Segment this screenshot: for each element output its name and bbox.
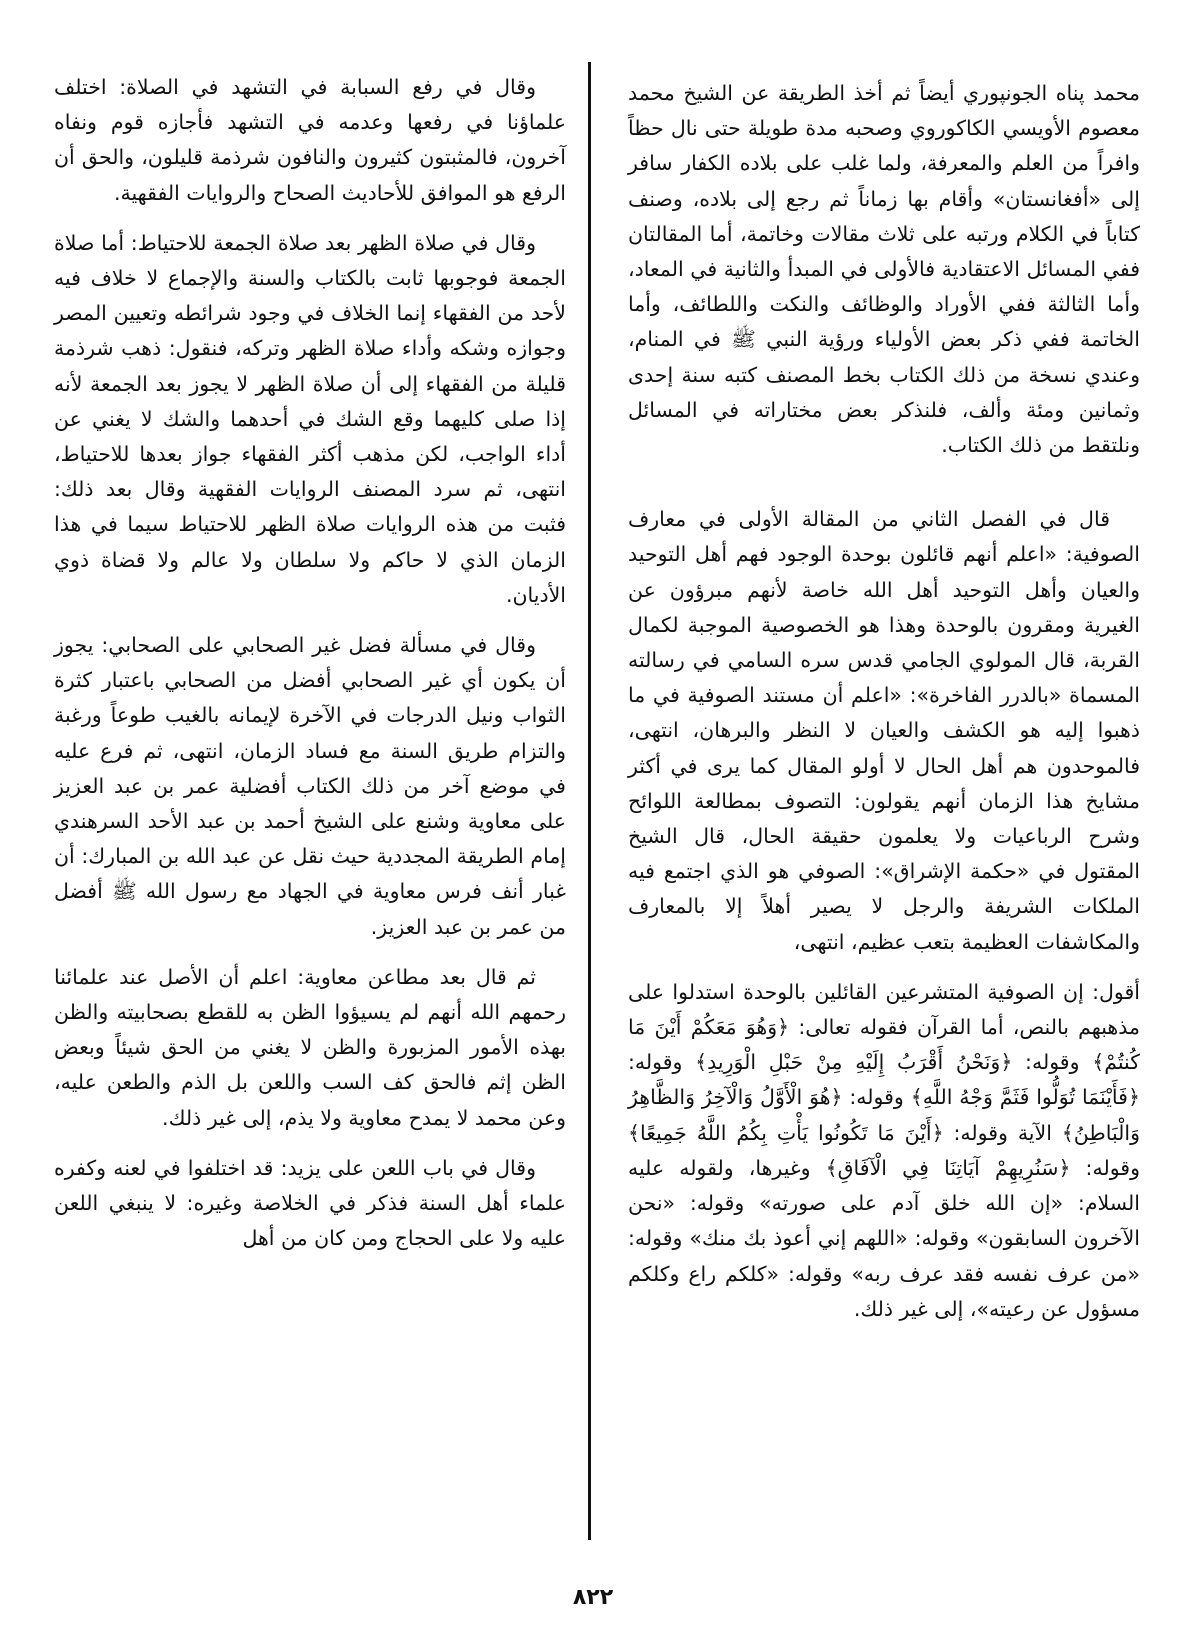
page-number: ٨٢٢ — [572, 1585, 614, 1610]
left-text-column — [54, 70, 566, 1272]
paragraph: ثم قال بعد مطاعن معاوية: اعلم أن الأصل عند علمائنا رحمهم الله أنهم لم يسيؤوا الظن به للقطع بصحابيته والظن بهذه الأمور المزبورة والظن لا يغني من الحق شيئاً وبعض الظن إثم فالحق كف السب واللعن بل الذم والطعن عليه، وعن محمد لا يمدح معاوية ولا يذم، إلى غير ذلك. — [54, 964, 566, 1130]
paragraph: وقال في مسألة فضل غير الصحابي على الصحابي: يجوز أن يكون أي غير الصحابي أفضل من الصحابي باعتبار كثرة الثواب ونيل الدرجات في الآخرة لإيمانه بالغيب طوعاً ورغبة والتزام طريق السنة مع فساد الزمان، انتهى، ثم فرع عليه في موضع آخر من ذلك الكتاب أفضلية عمر بن عبد العزيز على معاوية وشنع على الشيخ أحمد بن عبد الأحد السرهندي إمام الطريقة المجددية حيث نقل عن عبد الله بن المبارك: أن غبار أنف فرس معاوية في الجهاد مع رسول الله ﷺ أفضل من عمر بن عبد العزيز. — [54, 633, 566, 939]
paragraph: أقول: إن الصوفية المتشرعين القائلين بالوحدة استدلوا على مذهبهم بالنص، أما القرآن فقوله تعالى: ﴿وَهُوَ مَعَكُمْ أَيْنَ مَا كُنتُمْ﴾ وقوله: ﴿وَنَحْنُ أَقْرَبُ إِلَيْهِ مِنْ حَبْلِ الْوَرِيدِ﴾ وقوله: ﴿فَأَيْنَمَا تُوَلُّوا فَثَمَّ وَجْهُ اللَّهِ﴾ وقوله: ﴿هُوَ الْأَوَّلُ وَالْآخِرُ وَالظَّاهِرُ وَالْبَاطِنُ﴾ الآية وقوله: ﴿أَيْنَ مَا تَكُونُوا يَأْتِ بِكُمُ اللَّهُ جَمِيعًا﴾ وقوله: ﴿سَنُرِيهِمْ آيَاتِنَا فِي الْآفَاقِ﴾ وغيرها، ولقوله عليه السلام: «إن الله خلق آدم على صورته» وقوله: «نحن الآخرون السابقون» وقوله: «اللهم إني أعوذ بك منك» وقوله: «من عرف نفسه فقد عرف ربه» وقوله: «كلكم راع وكلكم مسؤول عن رعيته»، إلى غير ذلك. — [628, 979, 1140, 1321]
paragraph: وقال في باب اللعن على يزيد: قد اختلفوا في لعنه وكفره علماء أهل السنة فذكر في الخلاصة وغيره: لا ينبغي اللعن عليه ولا على الحجاج ومن كان من أهل — [54, 1155, 566, 1251]
paragraph: وقال في صلاة الظهر بعد صلاة الجمعة للاحتياط: أما صلاة الجمعة فوجوبها ثابت بالكتاب والسنة والإجماع لا خلاف فيه لأحد من الفقهاء إنما الخلاف في وجود شرائطه وتعيين المصر وجوازه وشكه وأداء صلاة الظهر وتركه، فنقول: ذهب شرذمة قليلة من الفقهاء إلى أن صلاة الظهر لا يجوز بعد الجمعة لأنه إذا صلى كليهما وقع الشك في أحدهما والشك لا يغني عن أداء الواجب، لكن مذهب أكثر الفقهاء جواز بعدها للاحتياط، انتهى، ثم سرد المصنف الروايات الفقهية وقال بعد ذلك: فثبت من هذه الروايات صلاة الظهر للاحتياط سيما في هذا الزمان الذي لا حاكم ولا سلطان ولا عالم ولا قضاة ذوي الأديان. — [54, 230, 566, 607]
paragraph: محمد پناه الجونپوري أيضاً ثم أخذ الطريقة عن الشيخ محمد معصوم الأويسي الكاكوروي وصحبه مدة طويلة حتى نال حظاً وافراً من العلم والمعرفة، ولما غلب على بلاده الكفار سافر إلى «أفغانستان» وأقام بها زماناً ثم رجع إلى بلاده، وصنف كتاباً في الكلام ورتبه على ثلاث مقالات وخاتمة، أما المقالتان ففي المسائل الاعتقادية فالأولى في المبدأ والثانية في المعاد، وأما الثالثة ففي الأوراد والوظائف والنكت واللطائف، وأما الخاتمة ففي ذكر بعض الأولياء ورؤية النبي ﷺ في المنام، وعندي نسخة من ذلك الكتاب بخط المصنف كتبه سنة إحدى وثمانين ومئة وألف، فلنذكر بعض مختاراته في المسائل ونلتقط من ذلك الكتاب. — [628, 81, 1140, 458]
column-divider — [588, 62, 591, 1540]
paragraph: وقال في رفع السبابة في التشهد في الصلاة: اختلف علماؤنا في رفعها وعدمه في التشهد فأجازه قوم ونفاه آخرون، فالمثبتون كثيرون والنافون شرذمة قليلون، والحق أن الرفع هو الموافق للأحاديث الصحاح والروايات الفقهية. — [54, 75, 566, 205]
paragraph: قال في الفصل الثاني من المقالة الأولى في معارف الصوفية: «اعلم أنهم قائلون بوحدة الوجود فهم أهل التوحيد والعيان وأهل التوحيد أهل الله خاصة لأنهم مبرؤون عن الغيرية ومقرون بالوحدة وهذا هو الخصوصية الموجبة لكمال القربة، قال المولوي الجامي قدس سره السامي في رسالته المسماة «بالدرر الفاخرة»: «اعلم أن مستند الصوفية في ما ذهبوا إليه هو الكشف والعيان لا النظر والبرهان، انتهى، فالموحدون هم أهل الحال لا أولو المقال كما يرى في أكثر مشايخ هذا الزمان أنهم يقولون: التصوف بمطالعة اللوائح وشرح الرباعيات ولا يعلمون حقيقة الحال، قال الشيخ المقتول في «حكمة الإشراق»: الصوفي هو الذي اجتمع فيه الملكات الشريفة والرجل لا يصير أهلاً إلا بالمعارف والمكاشفات العظيمة بتعب عظيم، انتهى، — [628, 507, 1140, 954]
right-text-column — [628, 76, 1140, 1342]
